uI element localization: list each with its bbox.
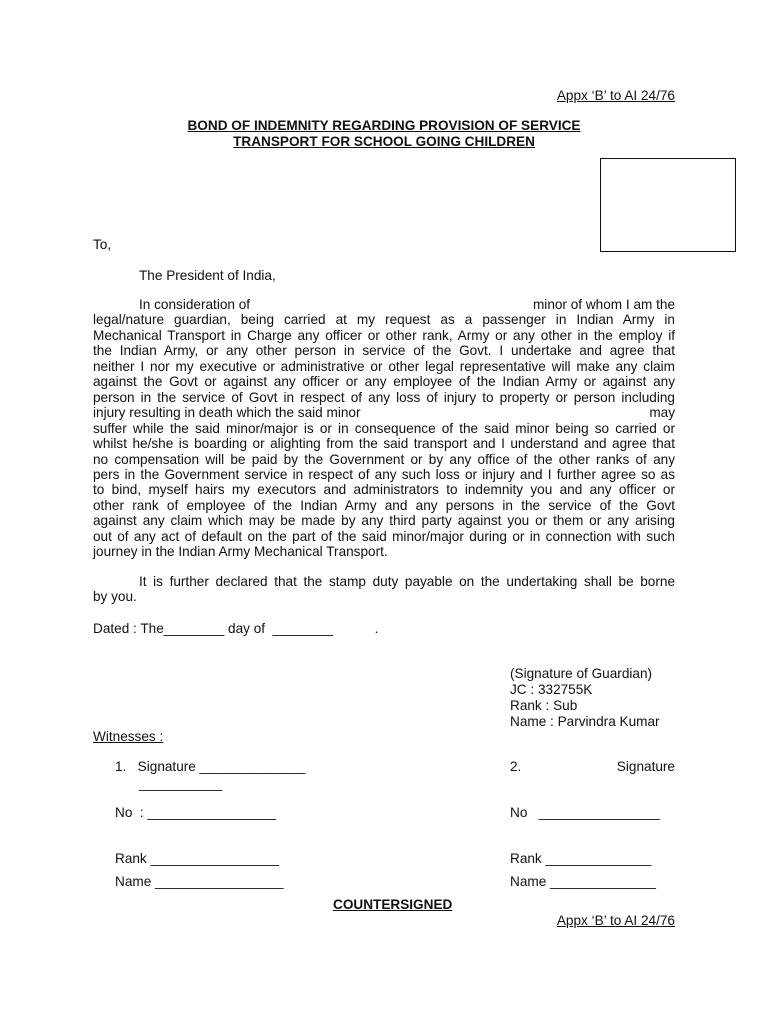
para-line: the Indian Army, or any other person in service of the Govt. I undertake and agree that: [93, 343, 675, 359]
witness2-name: Name ______________: [510, 874, 656, 889]
witness1-no: No : _________________: [115, 805, 277, 820]
minor-clause: minor of whom I am the: [532, 297, 675, 312]
witness2-rank: Rank ______________: [510, 851, 652, 866]
may-word: may: [649, 405, 675, 421]
stamp-duty-paragraph: [93, 574, 675, 605]
para-line: to bind, myself hairs my executors and administrators to indemnity you and any officer or: [93, 482, 675, 498]
para-line: whilst he/she is boarding or alighting from the said transport and I understand and agree that: [93, 436, 675, 452]
witnesses-label: Witnesses :: [93, 729, 164, 744]
guardian-name: Name : Parvindra Kumar: [510, 714, 660, 729]
addressee: The President of India,: [139, 268, 276, 283]
para-line: no compensation will be paid by the Government or by any office of the other ranks of any: [93, 451, 675, 467]
para-line: against any claim which may be made by any third party against you or them or any arising: [93, 513, 675, 529]
witness1-name: Name _________________: [115, 874, 284, 889]
salutation: To,: [93, 237, 112, 252]
para-line: pers in the Government service in respect of any such loss or injury and I further agree so as: [93, 466, 675, 482]
witness2-no: No ________________: [510, 805, 660, 820]
para-line: [93, 297, 675, 312]
para-line: Mechanical Transport in Charge any officer or other rank, Army or any other in the employ if: [93, 327, 675, 343]
para-line: suffer while the said minor/major is or in consequence of the said minor being so carried or: [93, 420, 675, 436]
document-title: [93, 118, 675, 150]
indemnity-paragraph: [93, 297, 675, 560]
para-line: [93, 405, 675, 420]
witness2-number: 2.: [510, 759, 522, 774]
title-line-2: TRANSPORT FOR SCHOOL GOING CHILDREN: [233, 134, 535, 149]
guardian-signature-label: (Signature of Guardian): [510, 666, 653, 681]
appendix-reference: Appx ‘B’ to AI 24/76: [556, 88, 675, 103]
para-line: person in the service of Govt in respect of any loss of injury to property or person including: [93, 389, 675, 405]
guardian-rank: Rank : Sub: [510, 698, 578, 713]
consideration-label: In consideration of: [139, 297, 251, 312]
injury-clause: injury resulting in death which the said minor: [93, 405, 361, 421]
para-line: out of any act of default on the part of the said minor/major during or in connection with such: [93, 528, 675, 544]
witness2-signature: Signature: [616, 759, 675, 774]
witness1-signature-continued: ___________: [139, 776, 223, 791]
guardian-signature-block: [510, 666, 660, 730]
para-line: journey in the Indian Army Mechanical Transport.: [93, 544, 388, 560]
title-line-1: BOND OF INDEMNITY REGARDING PROVISION OF SERVICE: [187, 118, 581, 133]
countersigned-heading: COUNTERSIGNED: [333, 897, 453, 912]
witness1-signature: 1. Signature ______________: [115, 759, 306, 774]
para-line: other rank of employee of the Indian Army and any persons in the service of the Govt: [93, 497, 675, 513]
guardian-jc: JC : 332755K: [510, 682, 593, 697]
para-line: neither I nor my executive or administrative or other legal representative will make any claim: [93, 358, 675, 374]
dated-line: Dated : The________ day of ________ .: [93, 621, 379, 636]
witness1-rank: Rank _________________: [115, 851, 280, 866]
appendix-reference-bottom: Appx ‘B’ to AI 24/76: [556, 913, 675, 928]
para-line: It is further declared that the stamp duty payable on the undertaking shall be borne: [139, 574, 675, 589]
photo-box: [600, 158, 736, 252]
para-line: by you.: [93, 589, 137, 605]
para-line: against the Govt or against any officer or any employee of the Indian Army or against any: [93, 374, 675, 390]
para-line: legal/nature guardian, being carried at my request as a passenger in Indian Army in: [93, 312, 675, 328]
